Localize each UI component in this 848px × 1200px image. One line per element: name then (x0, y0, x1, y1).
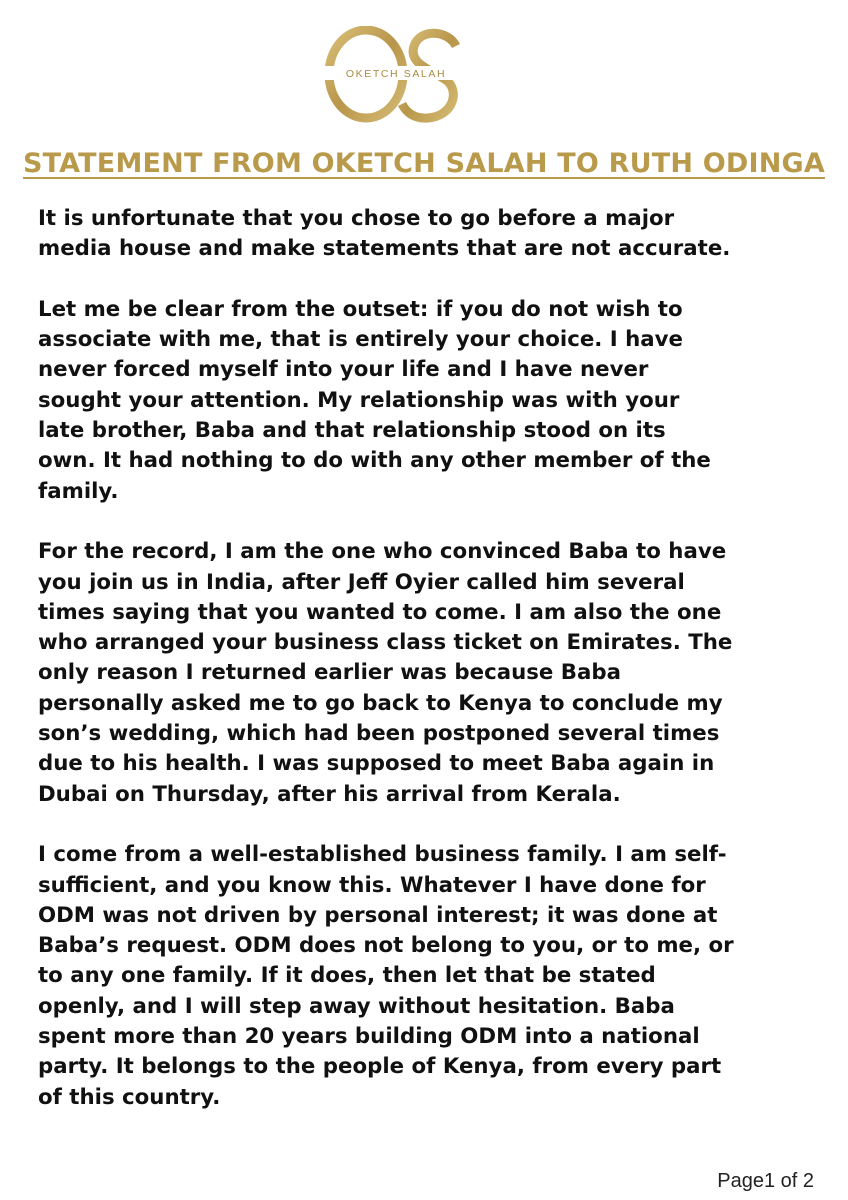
text-line: ODM was not driven by personal interest; it was done at (38, 902, 718, 928)
text-line: associate with me, that is entirely your choice. I have (38, 327, 683, 353)
text-line: Let me be clear from the outset: if you do not wish to (38, 296, 683, 322)
page-number: Page1 of 2 (717, 1170, 814, 1192)
text-line: party. It belongs to the people of Kenya, from every part (38, 1054, 722, 1080)
text-line: who arranged your business class ticket on Emirates. The (38, 630, 733, 656)
text-line: family. (38, 478, 119, 504)
logo-name: OKETCH SALAH (345, 68, 447, 80)
statement-title: STATEMENT FROM OKETCH SALAH TO RUTH ODINGA (23, 148, 825, 179)
os-monogram-icon (314, 26, 474, 126)
oketch-salah-logo (314, 26, 474, 126)
text-line: never forced myself into your life and I have never (38, 357, 649, 383)
paragraph (38, 204, 828, 265)
paragraph (38, 295, 828, 507)
text-line: due to his health. I was supposed to meet Baba again in (38, 751, 715, 777)
text-line: For the record, I am the one who convinced Baba to have (38, 539, 727, 565)
text-line: Dubai on Thursday, after his arrival from Kerala. (38, 781, 621, 807)
paragraph (38, 537, 828, 810)
text-line: sought your attention. My relationship was with your (38, 387, 680, 413)
statement-body (38, 204, 828, 1143)
paragraph (38, 840, 828, 1113)
text-line: you join us in India, after Jeff Oyier called him several (38, 569, 685, 595)
text-line: Baba’s request. ODM does not belong to you, or to me, or (38, 933, 734, 959)
text-line: media house and make statements that are not accurate. (38, 236, 731, 262)
text-line: own. It had nothing to do with any other member of the (38, 448, 711, 474)
text-line: to any one family. If it does, then let that be stated (38, 963, 656, 989)
text-line: of this country. (38, 1084, 221, 1110)
text-line: late brother, Baba and that relationship stood on its (38, 418, 666, 444)
text-line: spent more than 20 years building ODM into a national (38, 1024, 700, 1050)
text-line: sufficient, and you know this. Whatever I have done for (38, 872, 706, 898)
text-line: It is unfortunate that you chose to go before a major (38, 206, 675, 231)
text-line: personally asked me to go back to Kenya to conclude my (38, 690, 723, 716)
text-line: I come from a well-established business family. I am self- (38, 842, 727, 868)
text-line: son’s wedding, which had been postponed several times (38, 721, 720, 747)
text-line: times saying that you wanted to come. I am also the one (38, 599, 722, 625)
text-line: only reason I returned earlier was because Baba (38, 660, 622, 686)
text-line: openly, and I will step away without hesitation. Baba (38, 993, 675, 1019)
